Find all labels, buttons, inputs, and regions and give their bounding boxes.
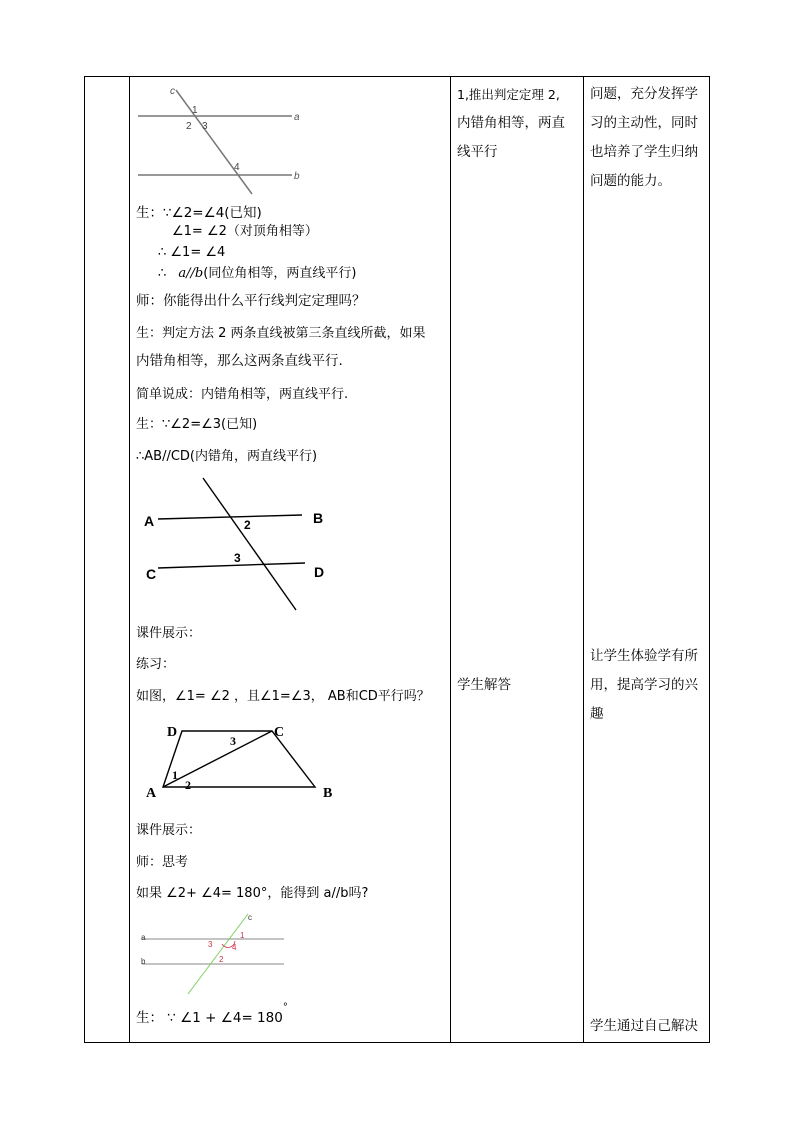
line-b-label: b (294, 171, 300, 182)
angle-3-label: 3 (234, 551, 241, 565)
angle-1-label: 1 (240, 931, 245, 940)
col3-student-answer: 学生解答 (457, 677, 511, 693)
courseware-label-1: 课件展示： (136, 626, 202, 641)
col3-line3: 线平行 (457, 144, 498, 160)
table-border-col0 (84, 76, 85, 1043)
therefore-symbol: ∴ (158, 266, 167, 281)
if-question: 如果 ∠2+ ∠4= 180°，能得到 a//b吗? (136, 886, 369, 901)
table-border-col4 (709, 76, 710, 1043)
table-bottom-border (84, 1042, 710, 1043)
proof1-line4 (158, 264, 356, 284)
simple-statement: 简单说成：内错角相等，两直线平行. (136, 387, 349, 402)
exercise-question: 如图，∠1= ∠2 ，且∠1=∠3， AB和CD平行吗？ (136, 689, 430, 704)
table-border-col1 (129, 76, 130, 1043)
proof1-line4-reason: (同位角相等，两直线平行) (203, 266, 357, 281)
angle-2-label: 2 (244, 518, 251, 532)
final-statement (136, 1002, 288, 1030)
point-A-label: A (146, 786, 157, 801)
figure-parallel-lines-3 (136, 910, 292, 996)
angle-2-label: 2 (219, 955, 224, 964)
exercise-label: 练习： (136, 657, 176, 672)
angle-2-label: 2 (186, 121, 192, 132)
line-b-label: b (141, 957, 146, 966)
student-answer-line1: 生：判定方法 2 两条直线被第三条直线所截，如果 (136, 326, 426, 341)
table-border-col3 (583, 76, 584, 1043)
col4-top-block (590, 80, 704, 196)
figure-parallel-lines-2 (140, 472, 340, 614)
col4-mid-line3: 趣 (590, 706, 604, 722)
point-D-label: D (167, 725, 178, 740)
proof1-line3: ∴ ∠1= ∠4 (158, 245, 226, 260)
col4-bottom-line: 学生通过自己解决 (590, 1018, 698, 1034)
point-A-label: A (144, 513, 155, 529)
angle-3-label: 3 (202, 121, 208, 132)
point-B-label: B (313, 510, 324, 526)
student-answer-line2: 内错角相等，那么这两条直线平行. (136, 353, 343, 369)
angle-1-label: 1 (192, 105, 198, 116)
line-c-label: c (248, 913, 252, 922)
angle-4-label: 4 (234, 162, 240, 173)
col4-line3: 也培养了学生归纳 (590, 144, 698, 160)
line-c-label: c (170, 86, 175, 97)
proof2-line2: ∴AB//CD(内错角，两直线平行) (136, 449, 318, 464)
figure-parallel-lines-1 (134, 84, 306, 196)
col3-top-block (457, 80, 577, 167)
teacher-think: 师：思考 (136, 855, 189, 870)
col4-mid-line1: 让学生体验学有所 (590, 648, 698, 664)
col4-line4: 问题的能力。 (590, 173, 671, 189)
table-top-border (84, 76, 710, 77)
final-statement-text: 生： ∵ ∠1 + ∠4= 180 (136, 1010, 283, 1026)
col4-mid-line2: 用，提高学习的兴 (590, 677, 698, 693)
angle-1-label: 1 (172, 768, 178, 782)
proof1-line1: 生：∵∠2=∠4(已知) (136, 205, 262, 221)
proof2-line1: 生：∵∠2=∠3(已知) (136, 417, 258, 432)
table-border-col2 (450, 76, 451, 1043)
point-B-label: B (323, 786, 333, 801)
figure-trapezoid (140, 718, 340, 804)
col4-line2: 习的主动性，同时 (590, 115, 698, 131)
col4-line1: 问题，充分发挥学 (590, 86, 698, 102)
col4-mid-block (590, 642, 704, 729)
point-C-label: C (274, 725, 285, 740)
point-C-label: C (146, 566, 157, 582)
angle-3-label: 3 (208, 940, 213, 949)
proof1-line2: ∠1= ∠2（对顶角相等） (172, 224, 318, 239)
angle-3-label: 3 (230, 734, 236, 748)
teacher-question: 师：你能得出什么平行线判定定理吗？ (136, 293, 366, 309)
col3-line1: 1,推出判定定理 2, (457, 87, 560, 102)
line-a-label: a (141, 933, 146, 942)
degree-sign: ° (282, 1002, 288, 1013)
col3-line2: 内错角相等，两直 (457, 115, 565, 131)
line-a-label: a (294, 112, 300, 123)
courseware-label-2: 课件展示： (136, 823, 202, 838)
point-D-label: D (314, 564, 325, 580)
a-parallel-b: a//b (178, 266, 204, 281)
angle-2-label: 2 (185, 778, 191, 792)
angle-4-label: 4 (232, 943, 237, 952)
